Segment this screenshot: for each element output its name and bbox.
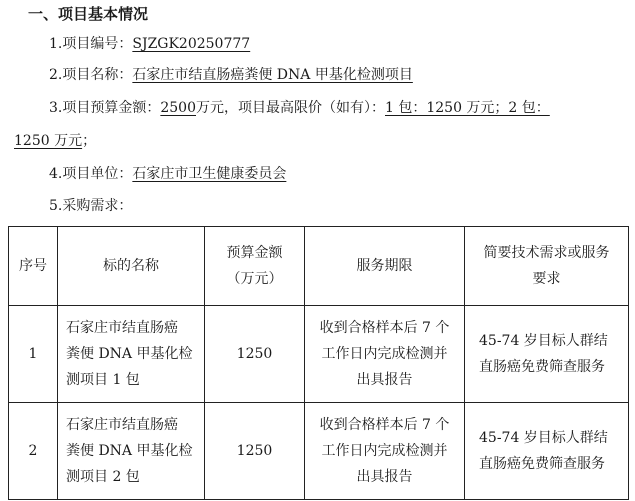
section-heading: 一、项目基本情况 xyxy=(28,5,149,23)
project-number-value: SJZGK20250777 xyxy=(132,36,251,52)
row-name-line: 测项目 1 包 xyxy=(66,372,140,388)
project-number-label: 1.项目编号： xyxy=(49,36,133,52)
project-name-line xyxy=(49,63,413,87)
project-number-line xyxy=(49,32,250,56)
header-tech-line1: 简要技术需求或服务 xyxy=(483,245,610,261)
max-price-end: ； xyxy=(82,133,97,149)
project-unit-line xyxy=(49,162,286,186)
row-name-line: 石家庄市结直肠癌 xyxy=(66,320,178,336)
budget-value: 2500 xyxy=(160,100,196,116)
row-name-line: 测项目 2 包 xyxy=(66,469,140,485)
header-tech-line2: 要求 xyxy=(532,271,561,287)
row-period-line: 出具报告 xyxy=(356,372,413,388)
row-name-line: 粪便 DNA 甲基化检 xyxy=(66,443,193,459)
row-budget: 1250 xyxy=(205,306,305,403)
row-period-line: 收到合格样本后 7 个 xyxy=(319,417,450,433)
header-budget xyxy=(205,227,305,306)
project-name-value: 石家庄市结直肠癌粪便 DNA 甲基化检测项目 xyxy=(132,67,413,83)
row-tech xyxy=(465,403,629,500)
header-period: 服务期限 xyxy=(305,227,465,306)
row-period xyxy=(305,403,465,500)
row-name xyxy=(58,306,205,403)
budget-line xyxy=(49,96,550,120)
row-seq: 1 xyxy=(9,306,58,403)
row-budget: 1250 xyxy=(205,403,305,500)
budget-line-continued xyxy=(14,129,96,153)
requirements-table xyxy=(8,226,629,500)
header-budget-line2: （万元） xyxy=(226,271,283,287)
row-tech xyxy=(465,306,629,403)
max-price-part2: 1250 万元 xyxy=(14,133,83,149)
row-period-line: 收到合格样本后 7 个 xyxy=(319,320,450,336)
row-name-line: 石家庄市结直肠癌 xyxy=(66,417,178,433)
row-tech-line: 45-74 岁目标人群结 xyxy=(479,430,608,446)
row-period-line: 出具报告 xyxy=(356,469,413,485)
table-row xyxy=(9,403,629,500)
row-name-line: 粪便 DNA 甲基化检 xyxy=(66,346,193,362)
row-period-line: 工作日内完成检测并 xyxy=(321,346,448,362)
project-name-label: 2.项目名称： xyxy=(49,67,133,83)
header-name: 标的名称 xyxy=(58,227,205,306)
row-tech-line: 直肠癌免费筛查服务 xyxy=(479,359,605,375)
row-period xyxy=(305,306,465,403)
header-seq: 序号 xyxy=(9,227,58,306)
project-unit-value: 石家庄市卫生健康委员会 xyxy=(132,166,287,182)
header-budget-line1: 预算金额 xyxy=(226,245,283,261)
row-name xyxy=(58,403,205,500)
row-tech-line: 直肠癌免费筛查服务 xyxy=(479,456,605,472)
max-price-part1: 1 包：1250 万元；2 包： xyxy=(385,100,550,116)
row-tech-line: 45-74 岁目标人群结 xyxy=(479,333,608,349)
row-period-line: 工作日内完成检测并 xyxy=(321,443,448,459)
project-unit-label: 4.项目单位： xyxy=(49,166,133,182)
budget-unit-text: 万元，项目最高限价（如有）： xyxy=(196,100,385,116)
row-seq: 2 xyxy=(9,403,58,500)
requirements-label: 5.采购需求： xyxy=(49,198,133,214)
table-row xyxy=(9,306,629,403)
table-header-row xyxy=(9,227,629,306)
budget-label: 3.项目预算金额： xyxy=(49,100,161,116)
header-tech xyxy=(465,227,629,306)
